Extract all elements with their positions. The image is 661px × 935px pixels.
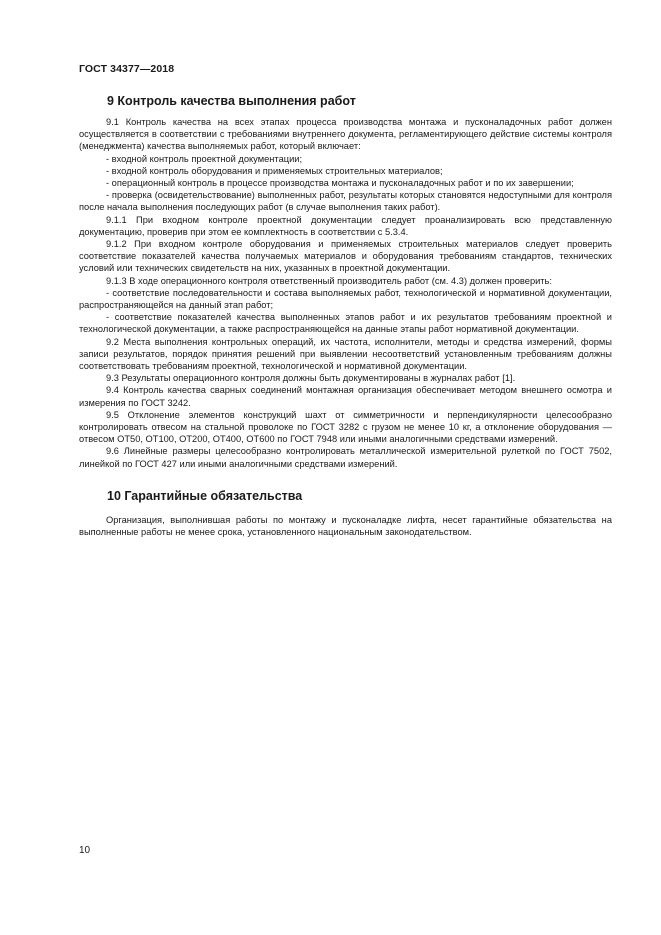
list-item-input-equipment: - входной контроль оборудования и применяемых строительных материалов; bbox=[106, 165, 443, 176]
page-number: 10 bbox=[79, 845, 91, 856]
paragraph-9-5: 9.5 Отклонение элементов конструкций шахт от симметричности и перпендикулярности целесообразно контролировать отвесом на стальной проволоке по ГОСТ 3282 с грузом не менее 10 кг, а отклонение оборудования — отвесом ОТ50, ОТ100, ОТ200, ОТ400, ОТ600 по ГОСТ 7948 или иными аналогичными средствами измерений. bbox=[79, 409, 612, 445]
list-item-input-docs: - входной контроль проектной документации; bbox=[106, 153, 303, 164]
paragraph-9-6: 9.6 Линейные размеры целесообразно контролировать металлической измерительной рулеткой по ГОСТ 7502, линейкой по ГОСТ 427 или иными аналогичными средствами измерений. bbox=[79, 446, 612, 469]
list-item-quality: - соответствие показателей качества выполненных этапов работ и их результатов требованиям проектной и технологической документации, а также распространяющейся на данные этапы работ нормативной документации. bbox=[79, 312, 612, 335]
paragraph-9-1: 9.1 Контроль качества на всех этапах процесса производства монтажа и пусконаладочных работ должен осуществляется в соответствии с требованиями внутреннего документа, регламентирующего действие системы контроля (менеджмента) качества выполняемых работ, который включает: bbox=[79, 117, 612, 152]
list-item-inspection: - проверка (освидетельствование) выполненных работ, результаты которых становятся недоступными для контроля после начала выполнения последующих работ (в случае выполнения таких работ). bbox=[79, 190, 612, 213]
list-item-operational: - операционный контроль в процессе производства монтажа и пусконаладочных работ и по их завершении; bbox=[106, 178, 574, 189]
section-10-heading: 10 Гарантийные обязательства bbox=[107, 488, 303, 503]
paragraph-9-1-3: 9.1.3 В ходе операционного контроля ответственный производитель работ (см. 4.3) должен проверить: bbox=[106, 275, 552, 286]
paragraph-9-3: 9.3 Результаты операционного контроля должны быть документированы в журналах работ [1]. bbox=[106, 373, 516, 384]
paragraph-9-1-1: 9.1.1 При входном контроле проектной документации следует проанализировать всю представленную документацию, проверив при этом ее комплектность в соответствии с 5.3.4. bbox=[79, 214, 612, 237]
paragraph-9-4: 9.4 Контроль качества сварных соединений монтажная организация обеспечивает методом внешнего осмотра и измерения по ГОСТ 3242. bbox=[79, 385, 612, 408]
section-9-heading: 9 Контроль качества выполнения работ bbox=[107, 94, 356, 108]
paragraph-9-2: 9.2 Места выполнения контрольных операций, их частота, исполнители, методы и средства измерений, формы записи результатов, порядок принятия решений при выявлении несоответствий установленным требованиям должны соответствовать требованиям проектной, технологической и нормативной документации. bbox=[79, 336, 612, 372]
document-header: ГОСТ 34377—2018 bbox=[79, 63, 175, 75]
page-content bbox=[79, 94, 612, 538]
list-item-sequence: - соответствие последовательности и состава выполняемых работ, технологической и нормативной документации, распространяющейся на данный этап работ; bbox=[79, 287, 612, 311]
paragraph-10: Организация, выполнившая работы по монтажу и пусконаладке лифта, несет гарантийные обязательства на выполненные работы не менее срока, установленного национальным законодательством. bbox=[79, 514, 612, 538]
paragraph-9-1-2: 9.1.2 При входном контроле оборудования и применяемых строительных материалов следует проверить соответствие показателей качества получаемых материалов и оборудования требованиям стандартов, технических условий или технических свидетельств на них, указанных в проектной документации. bbox=[79, 239, 612, 274]
